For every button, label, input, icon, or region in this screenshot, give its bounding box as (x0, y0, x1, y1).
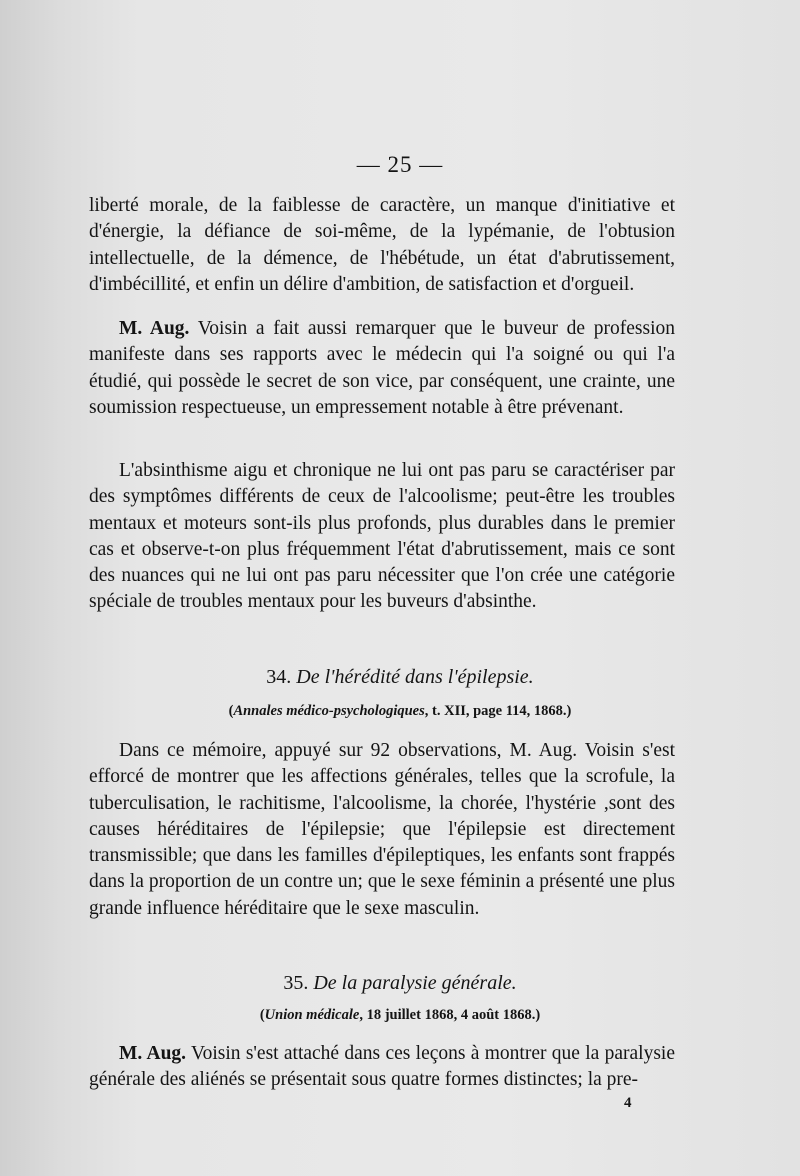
paragraph-body: Voisin a fait aussi remarquer que le buveur de profession manifeste dans ses rapports avec le médecin qui l'a soigné ou qui l'a étudié, qui possède le secret de son vice, par conséquent, une crainte, une soumission respectueuse, un empressement notable à être prévenant. (89, 318, 675, 418)
section-title: De la paralysie générale. (313, 972, 517, 994)
section-source-35 (0, 1007, 800, 1024)
source-journal: Union médicale (264, 1007, 360, 1023)
section-number: 34. (266, 666, 292, 688)
paragraph-paralysie (89, 1041, 675, 1094)
section-heading-35 (0, 972, 800, 995)
paragraph-continuation: liberté morale, de la faiblesse de caractère, un manque d'initiative et d'énergie, la défiance de soi-même, de la lypémanie, de l'obtusion intellectuelle, de la démence, de l'hébétude, un état d'abrutissement, d'imbécillité, et enfin un délire d'ambition, de satisfaction et d'orgueil. (89, 195, 675, 295)
section-number: 35. (283, 972, 309, 994)
signature-mark: 4 (624, 1095, 632, 1111)
page-header: — 25 — (356, 152, 444, 177)
paragraph-absinthisme: L'absinthisme aigu et chronique ne lui ont pas paru se caractériser par des symptômes différents de ceux de l'alcoolisme; peut-être les troubles mentaux et moteurs sont-ils plus profonds, plus durables dans le premier cas et observe-t-on plus fréquemment l'état d'abrutissement, mais ce sont des nuances qui ne lui ont pas paru nécessiter que l'on crée une catégorie spéciale de troubles mentaux pour les buveurs d'absinthe. (89, 460, 675, 613)
source-open: ( (259, 1007, 265, 1023)
paragraph-body: Voisin s'est attaché dans ces leçons à montrer que la paralysie générale des aliénés se présentait sous quatre formes distinctes; la pre- (89, 1043, 675, 1091)
source-details: , 18 juillet 1868, 4 août 1868.) (359, 1007, 541, 1023)
source-open: ( (228, 703, 234, 719)
section-source-34 (0, 703, 800, 720)
source-details: , t. XII, page 114, 1868.) (424, 703, 572, 719)
source-journal: Annales médico-psychologiques (233, 703, 425, 719)
section-title: De l'hérédité dans l'épilepsie. (296, 666, 534, 688)
author-lead: M. Aug. (119, 1043, 187, 1064)
paragraph-buveur (89, 316, 675, 421)
section-heading-34 (0, 666, 800, 689)
paragraph-heredite: Dans ce mémoire, appuyé sur 92 observations, M. Aug. Voisin s'est efforcé de montrer que les affections générales, telles que la scrofule, la tuberculisation, le rachitisme, l'alcoolisme, la chorée, l'hystérie ,sont des causes héréditaires de l'épilepsie; que l'épilepsie est directement transmissible; que dans les familles d'épileptiques, les enfants sont frappés dans la proportion de un contre un; que le sexe féminin a présenté une plus grande influence héréditaire que le sexe masculin. (89, 740, 675, 919)
author-lead: M. Aug. (119, 318, 190, 339)
